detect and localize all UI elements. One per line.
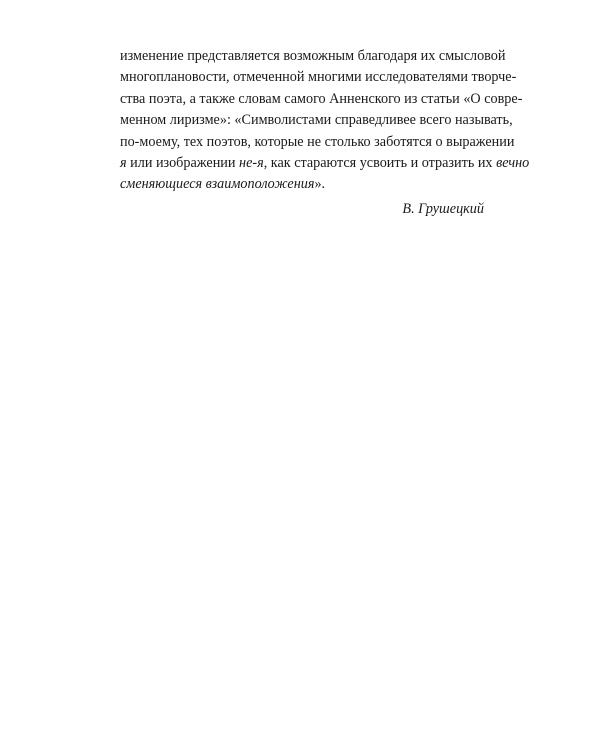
paragraph-line [120, 132, 515, 153]
text-run: многоплановости, отмеченной многими исследователями творче- [120, 69, 517, 86]
text-run: , как стараются усвоить и отразить их [263, 155, 497, 172]
author-signature: В. Грушецкий [402, 200, 484, 217]
paragraph-line [120, 153, 530, 174]
text-run: или изображении [126, 155, 240, 172]
text-run: ». [314, 176, 326, 193]
paragraph-line [120, 174, 484, 195]
text-run: ства поэта, а также словам самого Анненского из статьи «О совре- [120, 90, 523, 107]
paragraph-line [120, 89, 523, 110]
italic-text: я [120, 155, 127, 172]
italic-text: вечно [496, 155, 530, 172]
text-run: изменение представляется возможным благодаря их смысловой [120, 48, 506, 64]
text-block [120, 46, 530, 220]
text-run: менном лиризме»: «Символистами справедливее всего называть, [120, 112, 513, 129]
text-run: по-моему, тех поэтов, которые не столько заботятся о выражении [120, 133, 515, 150]
paragraph-line [120, 110, 513, 131]
paragraph-line [120, 46, 506, 67]
italic-text: не-я [239, 155, 264, 172]
body-paragraph [120, 46, 530, 196]
italic-text: сменяющиеся взаимоположения [120, 176, 315, 193]
paragraph-line [120, 67, 517, 88]
